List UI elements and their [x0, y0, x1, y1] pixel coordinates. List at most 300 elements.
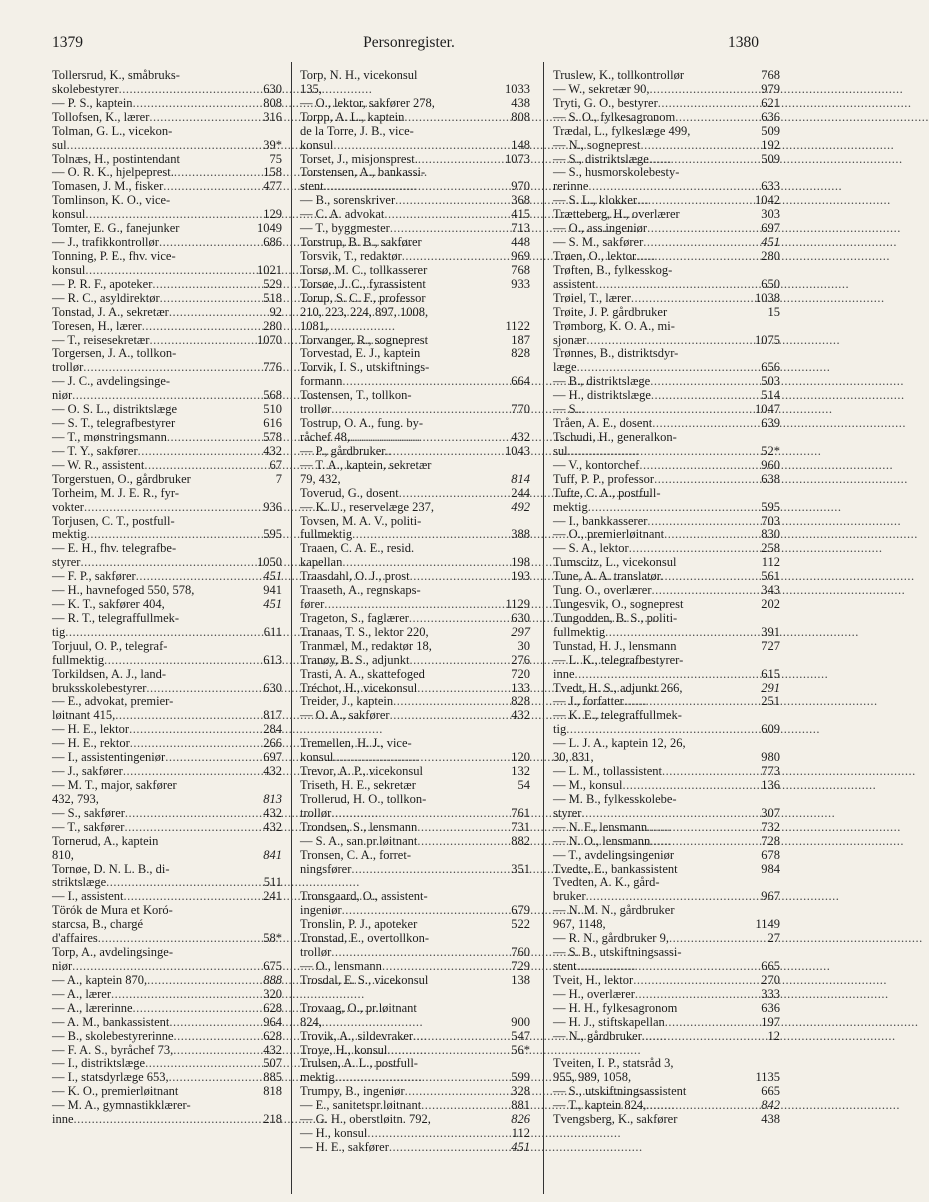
page-reference: 92: [269, 304, 282, 319]
page-reference: 432: [263, 1042, 282, 1057]
page-reference: 451: [263, 569, 282, 584]
register-entry-line: [300, 612, 530, 626]
register-entry-line: [52, 640, 282, 654]
entry-text: — T., sakfører: [52, 819, 125, 834]
register-entry-line: [553, 751, 780, 765]
register-entry-line: [553, 139, 780, 153]
page-reference: 1047: [755, 402, 780, 417]
dot-leader: [629, 542, 760, 556]
dot-leader: [410, 654, 510, 668]
dot-leader: [174, 166, 261, 180]
page-reference: 477: [263, 179, 282, 194]
page-reference: 650: [761, 276, 780, 291]
entry-text: — S. T., telegrafbestyrer: [52, 416, 176, 431]
page-reference: 7: [275, 471, 282, 486]
entry-text: — P. R. F., apoteker: [52, 276, 153, 291]
page-reference: 882: [511, 833, 530, 848]
page-reference: 258: [761, 541, 780, 556]
entry-text: stent: [300, 179, 324, 194]
register-entry-line: [553, 1085, 780, 1099]
entry-text: tig: [52, 624, 66, 639]
dot-leader: [650, 375, 759, 389]
register-entry-line: [52, 890, 282, 904]
page-reference: 54: [517, 778, 530, 793]
page-reference: 351: [511, 861, 530, 876]
page-reference: 432: [263, 805, 282, 820]
entry-text: Törók de Mura et Koró-: [52, 903, 173, 918]
page-reference: 936: [263, 499, 282, 514]
entry-text: Tungesvik, O., sogneprest: [553, 597, 684, 612]
page-reference: 39*: [263, 137, 282, 152]
entry-text: — H., overlærer: [553, 986, 635, 1001]
entry-text: Tremellen, H. J., vice-: [300, 736, 412, 751]
entry-text: Toverud, G., dosent: [300, 485, 399, 500]
dot-leader: [80, 556, 255, 570]
entry-text: — K. O., premierløitnant: [52, 1084, 179, 1099]
entry-text: — M., konsul: [553, 778, 623, 793]
entry-text: bruker: [553, 889, 586, 904]
register-entry-line: [553, 849, 780, 863]
entry-text: mektig: [52, 527, 87, 542]
page-reference: 818: [263, 1084, 282, 1099]
entry-text: — S. A., san.pr.løitnant: [300, 833, 418, 848]
register-entry-line: [300, 682, 530, 696]
register-entry-line: [300, 194, 530, 208]
dot-leader: [173, 1044, 261, 1058]
register-entry-line: [52, 807, 282, 821]
dot-leader: [647, 222, 759, 236]
entry-text: — E., advokat, premier-: [52, 694, 174, 709]
register-entry-line: [553, 278, 780, 292]
register-entry-line: [553, 737, 780, 751]
dot-leader: [129, 723, 261, 737]
dot-leader: [654, 473, 759, 487]
register-entry-line: [553, 779, 780, 793]
page-reference: 1049: [257, 221, 282, 236]
dot-leader: [169, 1071, 262, 1085]
entry-text: konsul: [52, 262, 86, 277]
dot-leader: [146, 682, 261, 696]
register-entry-line: [52, 445, 282, 459]
entry-text: Tranmæl, M., redaktør 18,: [300, 638, 432, 653]
entry-text: — S., utskiftningsassistent: [553, 1084, 687, 1099]
entry-text: sjonær: [553, 332, 587, 347]
register-entry-line: [52, 751, 282, 765]
register-entry-line: [553, 487, 780, 501]
page-reference: 276: [511, 652, 530, 667]
entry-text: Tung. O., overlærer: [553, 583, 652, 598]
dot-leader: [111, 988, 261, 1002]
register-entry-line: [553, 1071, 780, 1085]
register-entry-line: [300, 1016, 530, 1030]
page-reference: 969: [511, 248, 530, 263]
register-entry-line: [300, 584, 530, 598]
register-entry-line: [52, 515, 282, 529]
page-reference: 599: [511, 1070, 530, 1085]
dot-leader: [404, 111, 509, 125]
dot-leader: [335, 1071, 510, 1085]
page-reference: 244: [511, 485, 530, 500]
register-entry-line: [300, 320, 530, 334]
entry-text: Traasdahl, O. J., prost: [300, 569, 410, 584]
entry-text: trollør: [300, 402, 332, 417]
register-entry-line: [553, 515, 780, 529]
page-reference: 112: [511, 1126, 530, 1141]
page-reference: 656: [761, 360, 780, 375]
register-entry-line: [300, 695, 530, 709]
page-reference: 432: [511, 708, 530, 723]
entry-text: — O. A., sakfører: [300, 708, 390, 723]
dot-leader: [658, 97, 760, 111]
dot-leader: [138, 445, 262, 459]
dot-leader: [410, 570, 510, 584]
register-entry-line: [300, 737, 530, 751]
register-entry-line: [553, 153, 780, 167]
page-reference: 842: [761, 1098, 780, 1113]
page-reference: 984: [761, 861, 780, 876]
dot-leader: [624, 695, 759, 709]
entry-text: — O. S. L., distriktslæge: [52, 402, 178, 417]
register-entry-line: [300, 556, 530, 570]
dot-leader: [165, 751, 261, 765]
register-entry-line: [553, 682, 780, 696]
entry-text: — B., distriktslæge: [553, 374, 651, 389]
page-reference: 679: [511, 903, 530, 918]
entry-text: Tungodden, B. S., politi-: [553, 610, 678, 625]
entry-text: Torheim, M. J. E. R., fyr-: [52, 485, 179, 500]
entry-text: ningsfører: [300, 861, 352, 876]
register-entry-line: [553, 445, 780, 459]
dot-leader: [149, 111, 261, 125]
entry-text: — T., mønstringsmann: [52, 429, 167, 444]
page-reference: 509: [761, 151, 780, 166]
page-reference: 270: [761, 972, 780, 987]
register-entry-line: [300, 501, 530, 515]
register-entry-line: [300, 974, 530, 988]
entry-text: — I., distriktslæge: [52, 1056, 146, 1071]
register-entry-line: [52, 598, 282, 612]
dot-leader: [83, 361, 261, 375]
entry-text: Trøite, J. P. gårdbruker: [553, 304, 668, 319]
register-entry-line: [300, 97, 530, 111]
page-reference: 814: [511, 471, 530, 486]
page-reference: 727: [761, 638, 780, 653]
entry-text: Tufte, C. A., postfull-: [553, 485, 661, 500]
page-reference: 198: [511, 555, 530, 570]
entry-text: Trædal, L., fylkeslæge 499,: [553, 123, 691, 138]
dot-leader: [367, 1127, 509, 1141]
dot-leader: [641, 139, 760, 153]
entry-text: 135,: [300, 81, 322, 96]
index-column-2: [300, 69, 530, 1155]
entry-text: 1081,: [300, 318, 329, 333]
register-entry-line: [52, 403, 282, 417]
dot-leader: [646, 1099, 759, 1113]
register-entry-line: [300, 250, 530, 264]
entry-text: Tveit, H., lektor: [553, 972, 634, 987]
dot-leader: [418, 153, 503, 167]
dot-leader: [159, 236, 261, 250]
register-entry-line: [52, 347, 282, 361]
page-reference: 343: [761, 583, 780, 598]
entry-text: — S. M., sakfører: [553, 235, 644, 250]
register-entry-line: [52, 570, 282, 584]
entry-text: — P., gårdbruker: [300, 443, 386, 458]
page-reference: 438: [761, 1112, 780, 1127]
register-entry-line: [52, 737, 282, 751]
register-entry-line: [300, 626, 530, 640]
register-entry-line: [553, 654, 780, 668]
entry-text: — C. A. advokat: [300, 207, 385, 222]
dot-leader: [169, 306, 268, 320]
dot-leader: [174, 1030, 262, 1044]
entry-text: 30, 831,: [553, 750, 594, 765]
register-entry-line: [300, 278, 530, 292]
dot-leader: [87, 528, 262, 542]
page-reference: 664: [511, 374, 530, 389]
page-reference: 768: [761, 68, 780, 82]
entry-text: — T., avdelingsingeniør: [553, 847, 675, 862]
dot-leader: [586, 334, 753, 348]
entry-text: — I., assistent: [52, 889, 124, 904]
page-number-left: 1379: [52, 34, 83, 51]
register-entry-line: [553, 389, 780, 403]
register-entry-line: [553, 1057, 780, 1071]
page-reference: 770: [511, 402, 530, 417]
entry-text: mektig: [553, 499, 588, 514]
entry-text: — T. A., kaptein, sekretær: [300, 457, 432, 472]
register-entry-line: [300, 570, 530, 584]
register-entry-line: [52, 918, 282, 932]
register-entry-line: [52, 473, 282, 487]
page-reference: 518: [263, 290, 282, 305]
entry-text: Tomter, E. G., fanejunker: [52, 221, 180, 236]
entry-text: Tveiten, I. P., statsråd 3,: [553, 1056, 674, 1071]
page-reference: 773: [761, 764, 780, 779]
register-entry-line: [300, 473, 530, 487]
entry-text: — N., gårdbruker: [553, 1028, 642, 1043]
entry-text: styrer: [553, 805, 582, 820]
entry-text: striktslæge: [52, 875, 107, 890]
page-reference: 120: [511, 750, 530, 765]
entry-text: Tronsen, C. A., forret-: [300, 847, 411, 862]
register-entry-line: [52, 236, 282, 250]
page-reference: 56*: [511, 1042, 530, 1057]
page-reference: 1033: [505, 81, 530, 96]
register-entry-line: [52, 1057, 282, 1071]
dot-leader: [160, 292, 262, 306]
register-entry-line: [300, 292, 530, 306]
entry-text: Troye, H., konsul: [300, 1042, 388, 1057]
entry-text: Tvedte, E., bankassistent: [553, 861, 678, 876]
register-entry-line: [300, 431, 530, 445]
entry-text: Tronsgaard, O., assistent-: [300, 889, 428, 904]
register-entry-line: [553, 1099, 780, 1113]
dot-leader: [72, 389, 261, 403]
page-reference: 511: [263, 875, 282, 890]
page-reference: 761: [511, 805, 530, 820]
register-entry-line: [52, 974, 282, 988]
entry-text: fullmektig: [52, 652, 105, 667]
page-reference: 266: [263, 736, 282, 751]
page-reference: 27: [767, 931, 780, 946]
page-reference: 561: [761, 569, 780, 584]
entry-text: — H., distriktslæge: [553, 388, 651, 403]
register-entry-line: [52, 431, 282, 445]
register-entry-line: [52, 487, 282, 501]
dot-leader: [395, 194, 509, 208]
register-entry-line: [52, 139, 282, 153]
entry-text: mektig: [300, 1070, 335, 1085]
register-entry-line: [553, 668, 780, 682]
entry-text: — O., lektor, sakfører 278,: [300, 95, 435, 110]
page-reference: 808: [511, 109, 530, 124]
entry-text: Tryti, G. O., bestyrer: [553, 95, 658, 110]
entry-text: Trevor, A. P., vicekonsul: [300, 764, 424, 779]
entry-text: Tuff, P. P., professor: [553, 471, 655, 486]
page-reference: 720: [511, 666, 530, 681]
entry-text: Tolman, G. L., vicekon-: [52, 123, 173, 138]
register-entry-line: [300, 751, 530, 765]
entry-text: inne: [553, 666, 575, 681]
entry-text: — R. N., gårdbruker 9,: [553, 931, 669, 946]
page-reference: 813: [263, 791, 282, 806]
register-entry-line: [553, 403, 780, 417]
register-entry-line: [553, 501, 780, 515]
entry-text: Trasti, A. A., skattefoged: [300, 666, 425, 681]
register-entry-line: [300, 835, 530, 849]
register-entry-line: [300, 361, 530, 375]
page-reference: 241: [263, 889, 282, 904]
register-entry-line: [52, 69, 282, 83]
register-entry-line: [52, 1071, 282, 1085]
dot-leader: [650, 83, 760, 97]
register-entry-line: [553, 1002, 780, 1016]
entry-text: — E. H., fhv. telegrafbe-: [52, 541, 177, 556]
page-reference: 432: [263, 764, 282, 779]
dot-leader: [662, 765, 759, 779]
register-entry-line: [300, 542, 530, 556]
register-entry-line: [52, 250, 282, 264]
dot-leader: [647, 821, 759, 835]
page-reference: 888: [263, 972, 282, 987]
dot-leader: [633, 974, 759, 988]
page-reference: 665: [761, 959, 780, 973]
register-entry-line: [553, 640, 780, 654]
register-entry-line: [553, 97, 780, 111]
dot-leader: [405, 1085, 510, 1099]
entry-text: Torsvik, T., redaktør: [300, 248, 402, 263]
register-entry-line: [553, 361, 780, 375]
register-entry-line: [52, 125, 282, 139]
page-reference: 129: [263, 207, 282, 222]
register-entry-line: [300, 654, 530, 668]
dot-leader: [605, 626, 759, 640]
register-entry-line: [553, 334, 780, 348]
page-reference: 826: [511, 1112, 530, 1127]
register-entry-line: [553, 1044, 780, 1058]
register-entry-line: [52, 988, 282, 1002]
dot-leader: [98, 932, 262, 946]
page-reference: 503: [761, 374, 780, 389]
page-reference: 187: [511, 332, 530, 347]
entry-text: fører: [300, 597, 325, 612]
page-reference: 638: [761, 471, 780, 486]
dot-leader: [650, 835, 759, 849]
register-entry-line: [553, 125, 780, 139]
entry-text: Torup, S. C. F., professor: [300, 290, 426, 305]
page-reference: 280: [263, 318, 282, 333]
entry-text: Tolnæs, H., postintendant: [52, 151, 180, 166]
page-reference: 303: [761, 207, 780, 222]
register-entry-line: [300, 528, 530, 542]
dot-leader: [389, 1141, 509, 1155]
page-reference: 197: [761, 1014, 780, 1029]
entry-text: Torsø, M. C., tollkasserer: [300, 262, 428, 277]
entry-text: — J. C., avdelingsinge-: [52, 374, 171, 389]
register-entry-line: [553, 918, 780, 932]
register-entry-line: [300, 222, 530, 236]
entry-text: 210, 223, 224, 897, 1008,: [300, 304, 429, 319]
register-entry-line: [52, 97, 282, 111]
register-entry-line: [300, 1057, 530, 1071]
register-entry-line: [553, 793, 780, 807]
register-entry-line: [553, 904, 780, 918]
entry-text: — K. T., sakfører 404,: [52, 597, 165, 612]
entry-text: 432, 793,: [52, 791, 99, 806]
register-entry-line: [300, 849, 530, 863]
page-reference: 979: [761, 81, 780, 96]
register-entry-line: [300, 709, 530, 723]
entry-text: 824,: [300, 1014, 322, 1029]
entry-text: — T., reisesekretær: [52, 332, 150, 347]
dot-leader: [144, 459, 267, 473]
register-entry-line: [300, 904, 530, 918]
register-entry-line: [553, 459, 780, 473]
register-entry-line: [553, 960, 780, 974]
entry-text: Trovik, A., sildevraker: [300, 1028, 414, 1043]
entry-text: formann: [300, 374, 343, 389]
entry-text: konsul: [52, 207, 86, 222]
page-reference: 703: [761, 513, 780, 528]
entry-text: styrer: [52, 555, 81, 570]
register-entry-line: [52, 835, 282, 849]
dot-leader: [350, 431, 509, 445]
entry-text: Torstensen, A., bankassi-: [300, 165, 426, 180]
entry-text: Traaen, C. A. E., resid.: [300, 541, 415, 556]
entry-text: — S. O., fylkesagronom: [553, 109, 676, 124]
entry-text: Tråen, A. E., dosent: [553, 416, 653, 431]
page-reference: 697: [263, 750, 282, 765]
register-entry-line: [52, 682, 282, 696]
page-reference: 297: [511, 624, 530, 639]
entry-text: rerinne: [553, 179, 589, 194]
entry-text: — T. Y., sakfører: [52, 443, 138, 458]
entry-text: — S.: [553, 402, 579, 417]
page-reference: 438: [511, 95, 530, 110]
dot-leader: [163, 180, 261, 194]
register-entry-line: [300, 1099, 530, 1113]
dot-leader: [643, 236, 759, 250]
register-entry-line: [52, 222, 282, 236]
register-entry-line: [553, 431, 780, 445]
register-entry-line: [300, 723, 530, 737]
entry-text: — B., sorenskriver: [300, 193, 396, 208]
entry-text: fullmektig: [300, 527, 353, 542]
page-reference: 415: [511, 207, 530, 222]
page-reference: 1042: [755, 193, 780, 208]
dot-leader: [639, 459, 759, 473]
